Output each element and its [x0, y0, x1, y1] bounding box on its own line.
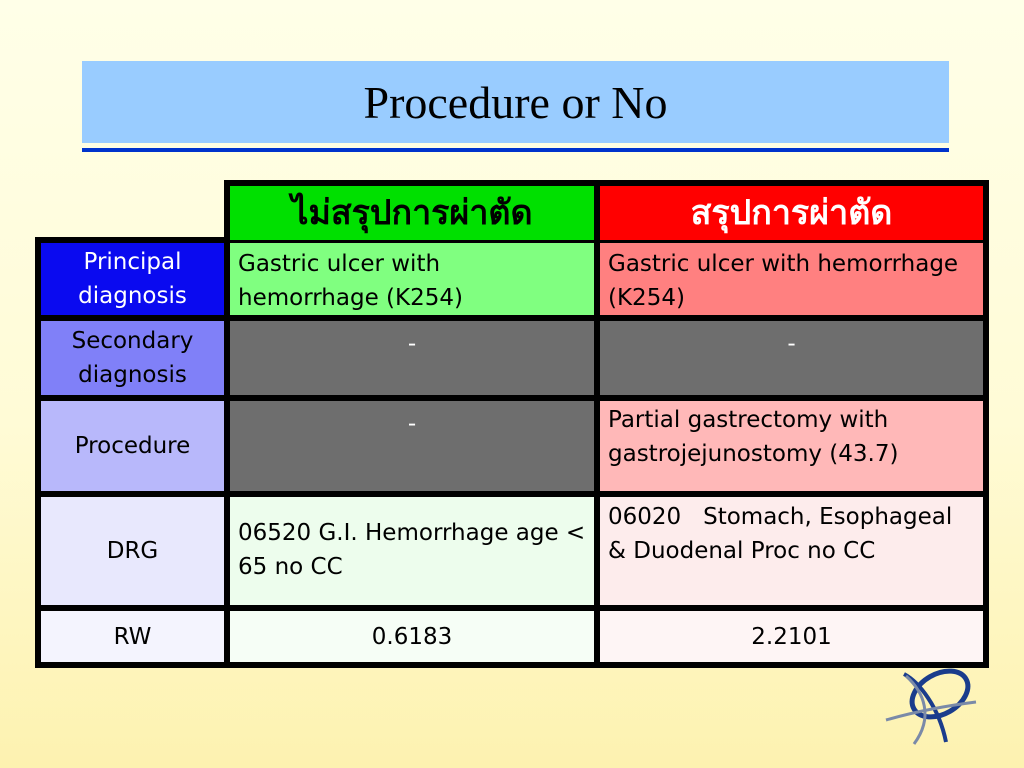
row-label-principal-diagnosis	[41, 243, 224, 315]
slide-title: Procedure or No	[363, 76, 668, 128]
row-label-text: DRG	[106, 538, 159, 564]
row-label-rw	[41, 611, 224, 662]
title-box	[82, 61, 949, 143]
rw-procedure: 2.2101	[600, 611, 983, 662]
rw-no-procedure: 0.6183	[230, 611, 594, 662]
drg-procedure: 06020 Stomach, Esophageal & Duodenal Proc no CC	[600, 497, 983, 605]
title-underline	[82, 148, 949, 152]
drg-no-procedure: 06520 G.I. Hemorrhage age < 65 no CC	[230, 497, 594, 605]
secondary-diagnosis-no-procedure: -	[230, 321, 594, 395]
secondary-diagnosis-procedure: -	[600, 321, 983, 395]
row-label-drg	[41, 497, 224, 605]
procedure-no-procedure: -	[230, 401, 594, 491]
column-header-procedure: สรุปการผ่าตัด	[600, 186, 983, 240]
column-header-no-procedure: ไม่สรุปการผ่าตัด	[230, 186, 594, 240]
row-label-text: RW	[113, 623, 152, 650]
row-label-text: Principal diagnosis	[78, 249, 187, 309]
stylized-x-logo-icon	[884, 662, 980, 748]
row-label-secondary-diagnosis	[41, 321, 224, 395]
principal-diagnosis-no-procedure: Gastric ulcer with hemorrhage (K254)	[230, 243, 594, 315]
principal-diagnosis-procedure: Gastric ulcer with hemorrhage (K254)	[600, 243, 983, 315]
row-label-procedure	[41, 401, 224, 491]
row-label-text: Procedure	[74, 433, 191, 459]
procedure-procedure: Partial gastrectomy with gastrojejunostomy (43.7)	[600, 401, 983, 491]
row-label-text: Secondary diagnosis	[71, 328, 194, 388]
